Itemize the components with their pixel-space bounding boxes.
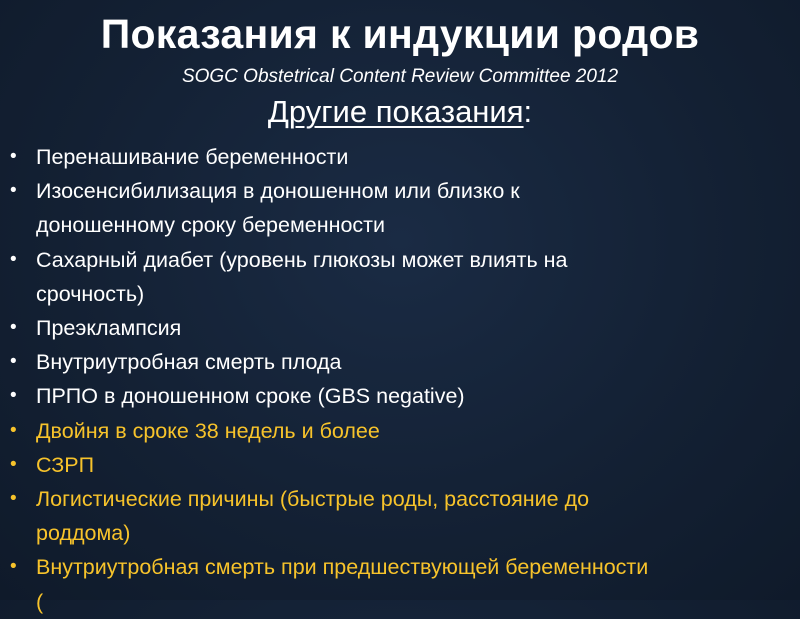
indications-list [0,140,800,619]
list-item-text: Внутриутробная смерть плода [36,350,342,375]
list-item-text: ПРПО в доношенном сроке (GBS negative) [36,384,465,409]
bullet-icon: • [10,419,17,441]
section-heading [0,90,800,134]
list-item-text: Преэклампсия [36,316,182,341]
bullet-icon: • [10,317,17,339]
bullet-icon: • [10,385,17,407]
list-item-text: Сахарный диабет (уровень глюкозы может влиять на [36,247,568,272]
bullet-icon: • [10,556,17,578]
section-heading-colon: : [523,94,533,129]
list-item-text-continued: доношенному сроку беременности [36,213,386,238]
list-item [0,311,800,345]
list-item [0,140,800,174]
list-item-highlighted [0,414,800,448]
list-item-text-continued: роддома) [36,521,131,546]
bullet-icon: • [10,146,17,167]
list-item [0,379,800,413]
bullet-icon: • [10,453,17,475]
slide-title: Показания к индукции родов [100,11,700,57]
list-item-text-continued: ( [36,589,44,614]
list-item [0,345,800,379]
bullet-icon: • [10,488,17,510]
list-item-text: Перенашивание беременности [36,145,349,169]
bullet-icon: • [10,351,17,373]
section-heading-text: Другие показания [267,94,524,129]
list-item-text: СЗРП [36,452,95,477]
list-item-highlighted [0,448,800,482]
bullet-icon: • [10,180,17,202]
list-item-highlighted [0,482,800,550]
bullet-icon: • [10,248,17,270]
slide-subtitle: SOGC Obstetrical Content Review Committee 2012 [181,66,619,87]
list-item-text: Изосенсибилизация в доношенном или близко к [36,179,520,204]
list-item-text: Двойня в сроке 38 недель и более [36,418,380,443]
list-item-highlighted [0,550,800,618]
list-item [0,174,800,242]
list-item-text: Внутриутробная смерть при предшествующей беременности [36,555,649,580]
list-item [0,243,800,311]
list-item-text: Логистические причины (быстрые роды, расстояние до [36,487,590,512]
list-item-text-continued: срочность) [36,281,145,306]
